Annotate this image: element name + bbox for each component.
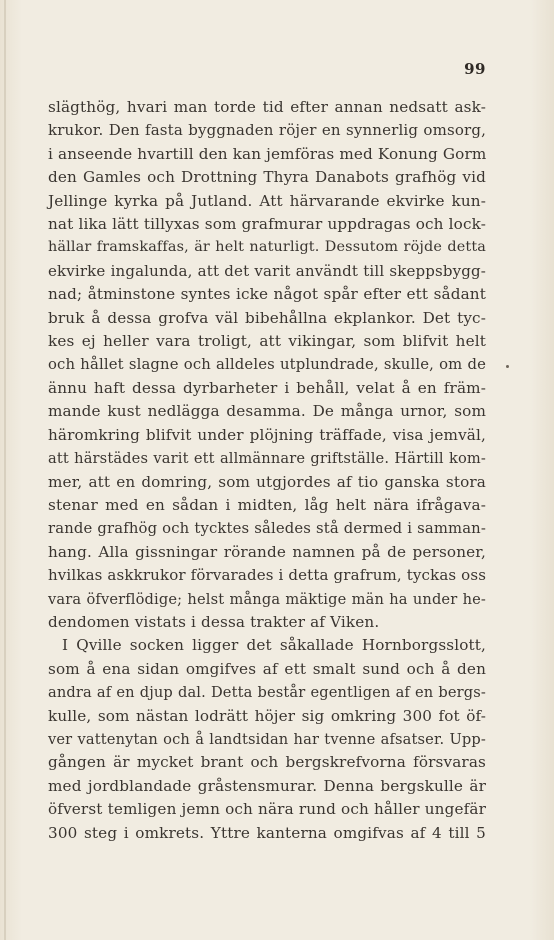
text-line: dendomen vistats i dessa trakter af Viken. — [48, 612, 380, 631]
text-line: gången är mycket brant och bergskrefvorna försvaras — [48, 753, 486, 772]
text-line: slägthög, hvari man torde tid efter annan nedsatt ask- — [48, 98, 486, 116]
page-number: 99 — [464, 60, 486, 78]
text-line: och hållet slagne och alldeles utplundrade, skulle, om de — [48, 356, 486, 374]
text-line: som å ena sidan omgifves af ett smalt sund och å den — [48, 659, 486, 678]
text-line: i anseende hvartill den kan jemföras med Konung Gorm — [48, 144, 487, 163]
text-line: mande kust nedlägga desamma. De många urnor, som — [48, 402, 486, 421]
text-line: rande grafhög och tycktes således stå dermed i samman- — [48, 520, 486, 538]
text-line: mer, att en domring, som utgjordes af tio ganska stora — [48, 472, 486, 491]
text-line: 300 steg i omkrets. Yttre kanterna omgifvas af 4 till 5 — [48, 823, 486, 842]
text-line: den Gamles och Drottning Thyra Danabots grafhög vid — [48, 168, 486, 187]
text-line: kes ej heller vara troligt, att vikingar, som blifvit helt — [48, 332, 486, 351]
text-line: hang. Alla gissningar rörande namnen på de personer, — [48, 542, 486, 561]
text-line: kulle, som nästan lodrätt höjer sig omkring 300 fot öf- — [48, 706, 486, 725]
text-line: bruk å dessa grofva väl bibehållna ekplankor. Det tyc- — [48, 308, 486, 327]
text-line: häromkring blifvit under plöjning träffade, visa jemväl, — [48, 425, 486, 444]
paragraph-1 — [48, 96, 486, 634]
text-line: andra af en djup dal. Detta består egentligen af en bergs- — [48, 684, 486, 702]
paragraph-2 — [48, 634, 486, 845]
body-text — [48, 96, 486, 845]
text-line: stenar med en sådan i midten, låg helt nära ifrågava- — [48, 495, 486, 514]
text-line: med jordblandade gråstensmurar. Denna bergskulle är — [48, 776, 486, 795]
page-gutter — [4, 0, 6, 940]
text-line: I Qville socken ligger det såkallade Hornborgsslott, — [62, 636, 486, 655]
margin-dot — [506, 365, 509, 368]
text-line: nat lika lätt tillyxas som grafmurar uppdragas och lock- — [48, 215, 486, 234]
text-line: nad; åtminstone syntes icke något spår efter ett sådant — [48, 285, 486, 304]
text-line: krukor. Den fasta byggnaden röjer en synnerlig omsorg, — [48, 121, 486, 140]
text-line: hvilkas askkrukor förvarades i detta grafrum, tyckas oss — [48, 566, 487, 585]
text-line: vara öfverflödige; helst många mäktige män ha under he- — [48, 590, 486, 608]
text-line: hällar framskaffas, är helt naturligt. Dessutom röjde detta — [48, 239, 486, 256]
text-line: Jellinge kyrka på Jutland. Att härvarande ekvirke kun- — [48, 191, 486, 210]
text-line: ekvirke ingalunda, att det varit användt till skeppsbygg- — [48, 261, 486, 280]
text-line: öfverst temligen jemn och nära rund och håller ungefär — [48, 800, 486, 819]
text-line: att härstädes varit ett allmännare griftställe. Härtill kom- — [48, 450, 486, 468]
text-line: ver vattenytan och å landtsidan har tvenne afsatser. Upp- — [48, 730, 486, 748]
text-line: ännu haft dessa dyrbarheter i behåll, velat å en främ- — [48, 378, 486, 397]
